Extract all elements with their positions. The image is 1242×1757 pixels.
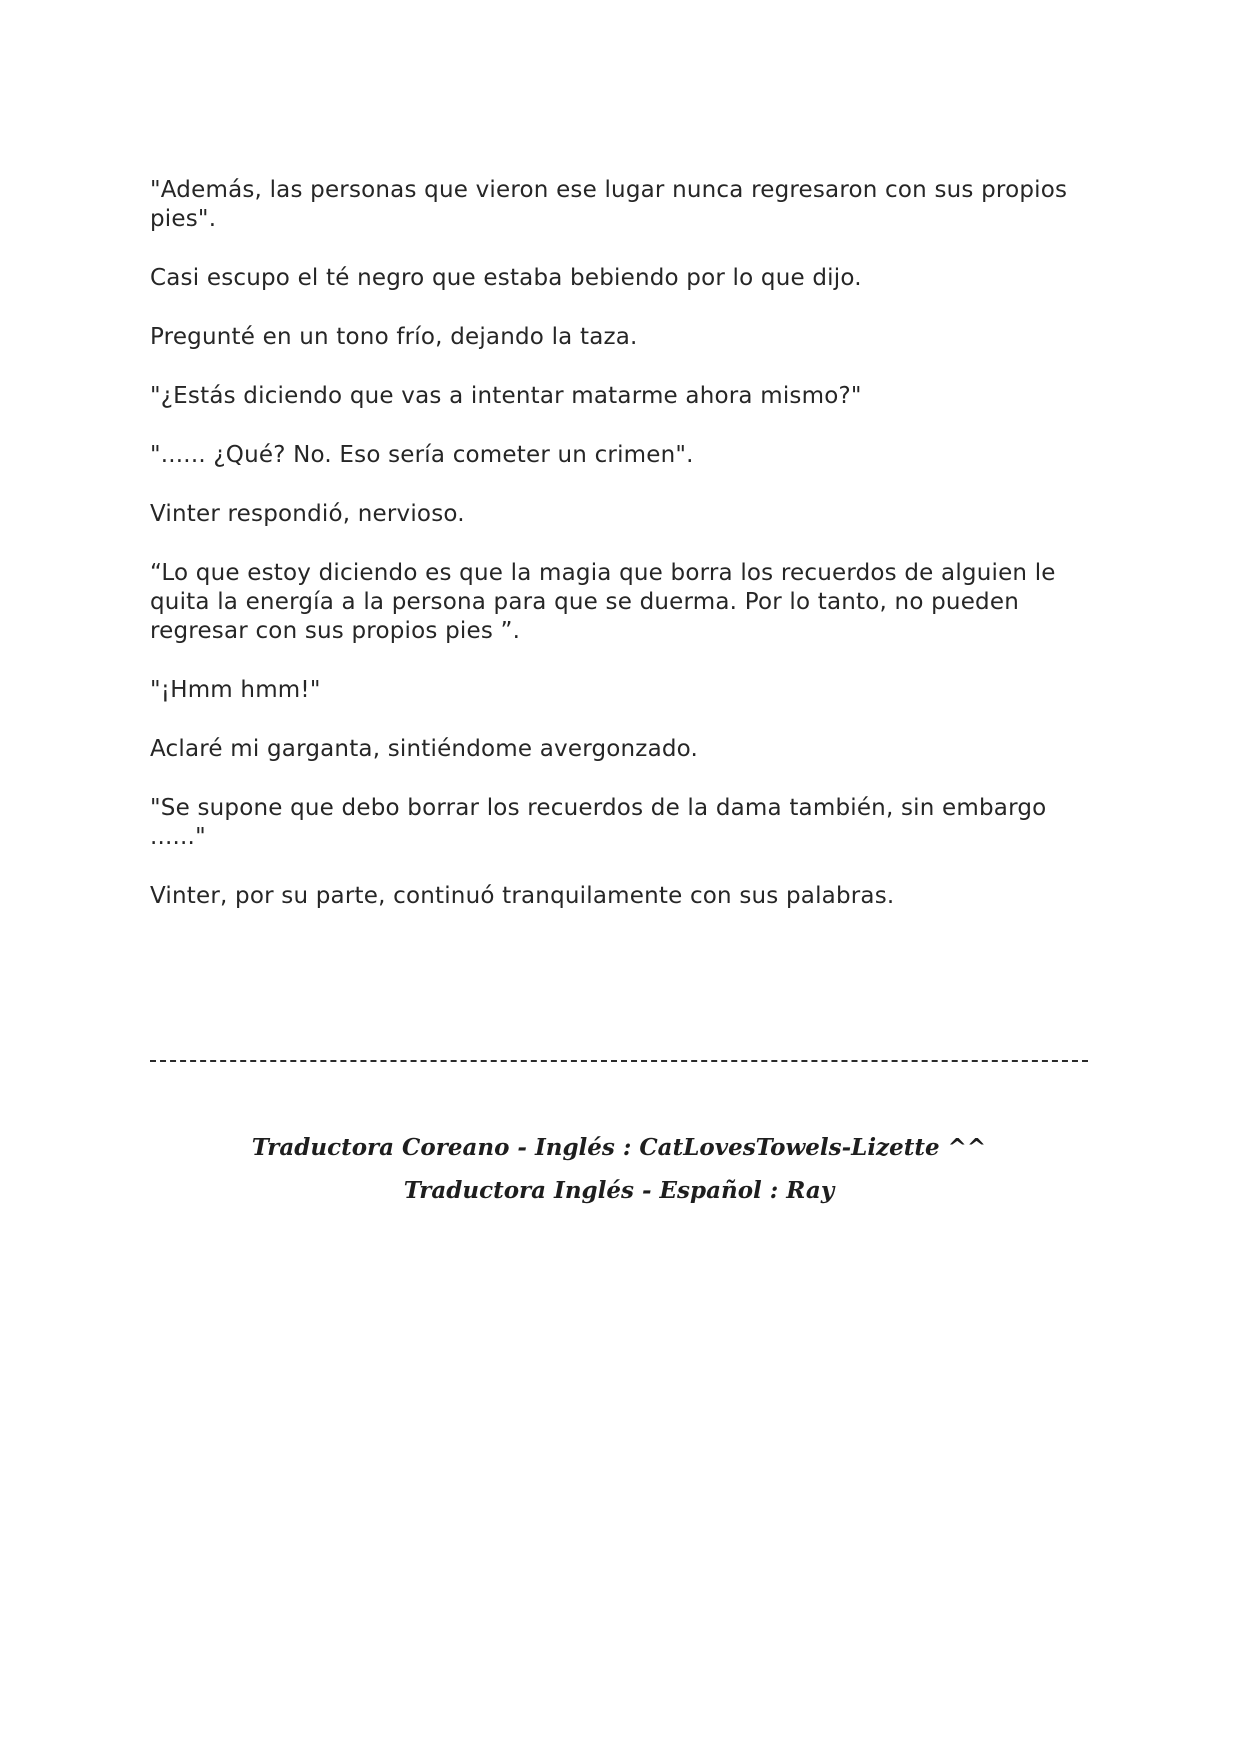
credit-korean-english: Traductora Coreano - Inglés : CatLovesTowels-Lizette ^^: [251, 1134, 987, 1161]
paragraph: “Lo que estoy diciendo es que la magia que borra los recuerdos de alguien le quita la energía a la persona para que se duerma. Por lo tanto, no pueden regresar con sus propios pies ”.: [150, 560, 1064, 644]
paragraph: Vinter respondió, nervioso.: [150, 501, 465, 527]
story-text: [150, 176, 1100, 941]
paragraph: "¿Estás diciendo que vas a intentar matarme ahora mismo?": [150, 383, 862, 409]
paragraph: "¡Hmm hmm!": [150, 677, 321, 703]
credit-english-spanish: Traductora Inglés - Español : Ray: [403, 1177, 835, 1204]
paragraph: "Además, las personas que vieron ese lugar nunca regresaron con sus propios pies".: [150, 177, 1075, 232]
dashed-separator: [150, 1060, 1088, 1062]
paragraph: Pregunté en un tono frío, dejando la taza.: [150, 324, 638, 350]
paragraph: Casi escupo el té negro que estaba bebiendo por lo que dijo.: [150, 265, 862, 291]
paragraph: "...... ¿Qué? No. Eso sería cometer un crimen".: [150, 442, 694, 468]
translator-credits: [150, 1126, 1088, 1212]
paragraph: Aclaré mi garganta, sintiéndome avergonzado.: [150, 736, 699, 762]
paragraph: Vinter, por su parte, continuó tranquilamente con sus palabras.: [150, 883, 895, 909]
paragraph: "Se supone que debo borrar los recuerdos de la dama también, sin embargo ......": [150, 795, 1054, 850]
